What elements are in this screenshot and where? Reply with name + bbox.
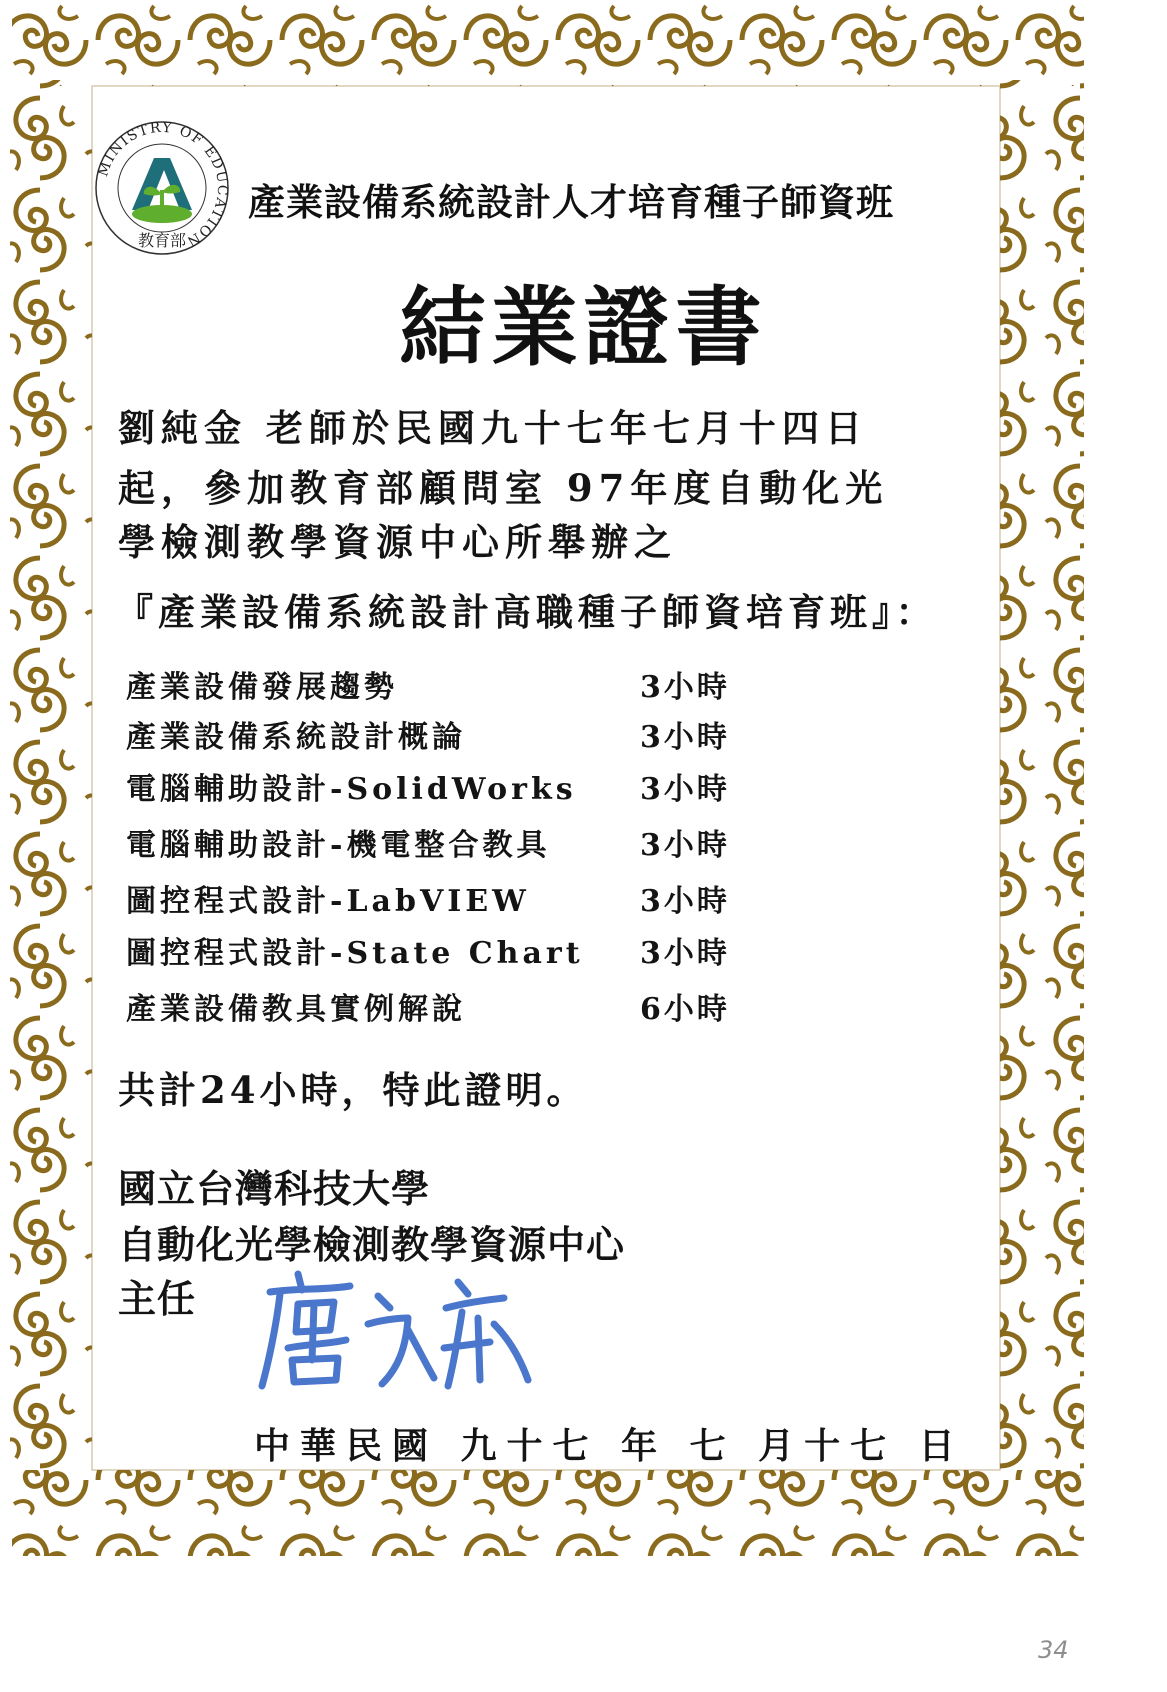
body-line-2: 起，參加教育部顧問室 97年度自動化光: [118, 466, 889, 510]
course-hours: 6小時: [640, 992, 730, 1027]
course-name: 電腦輔助設計-機電整合教具: [126, 828, 551, 863]
course-hours: 3小時: [640, 936, 730, 971]
course-hours: 3小時: [640, 720, 730, 755]
course-hours: 3小時: [640, 884, 730, 919]
program-title: 產業設備系統設計人才培育種子師資班: [248, 181, 894, 224]
director-signature: [258, 1268, 538, 1398]
logo-ministry-name: 教育部: [137, 231, 187, 250]
course-hours: 3小時: [640, 828, 730, 863]
course-title: 『產業設備系統設計高職種子師資培育班』：: [116, 590, 938, 634]
issue-date: 中華民國 九十七 年 七 月十七 日: [254, 1425, 965, 1467]
course-name: 電腦輔助設計-SolidWorks: [126, 772, 577, 807]
certificate-title: 結業證書: [399, 278, 768, 378]
course-name: 產業設備系統設計概論: [126, 720, 466, 755]
ministry-of-education-logo: [92, 118, 232, 258]
body-line-1: 劉純金 老師於民國九十七年七月十四日: [118, 406, 868, 450]
course-name: 圖控程式設計-LabVIEW: [126, 884, 530, 919]
course-name: 產業設備發展趨勢: [126, 670, 398, 705]
body-line-3: 學檢測教學資源中心所舉辦之: [118, 520, 677, 564]
course-hours: 3小時: [640, 772, 730, 807]
issuer-center: 自動化光學檢測教學資源中心: [118, 1223, 626, 1267]
logo-ring-text: MINISTRY OF EDUCATION: [95, 119, 231, 250]
course-name: 圖控程式設計-State Chart: [126, 936, 584, 971]
course-name: 產業設備教具實例解說: [126, 992, 466, 1027]
issuer-university: 國立台灣科技大學: [118, 1167, 431, 1211]
issuer-role: 主任: [118, 1277, 197, 1321]
total-hours-statement: 共計24小時，特此證明。: [118, 1068, 588, 1112]
course-hours: 3小時: [640, 670, 730, 705]
page-number: 34: [1038, 1636, 1069, 1664]
